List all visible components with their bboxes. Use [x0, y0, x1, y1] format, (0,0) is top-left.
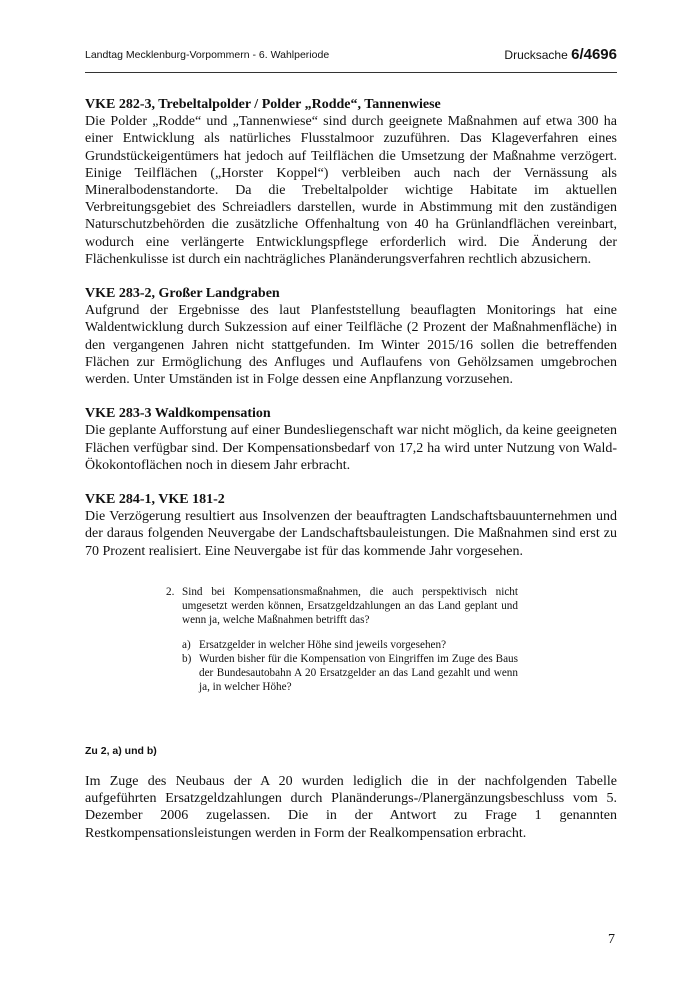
subitem-label: a): [182, 638, 191, 651]
section-vke-284-1: [85, 491, 617, 560]
subitem-text: Wurden bisher für die Kompensation von Eingriffen im Zuge des Baus der Bundesautobahn A 20 Ersatzgelder an das Land gezahlt und wenn ja, in welcher Höhe?: [199, 652, 518, 694]
section-vke-283-2: [85, 285, 617, 388]
section-title: VKE 282-3, Trebeltalpolder / Polder „Rodde“, Tannenwiese: [85, 97, 441, 112]
section-vke-282-3: [85, 96, 617, 268]
page-header: [85, 46, 617, 73]
question-subitem: [182, 638, 518, 652]
header-parliament: Landtag Mecklenburg-Vorpommern - 6. Wahlperiode: [85, 49, 330, 61]
section-vke-283-3: [85, 405, 617, 474]
header-document-label: Drucksache: [504, 48, 568, 62]
section-title: VKE 283-3 Waldkompensation: [85, 406, 271, 422]
page-number: 7: [608, 932, 615, 947]
header-document-id: 6/4696: [571, 46, 617, 63]
section-title: VKE 284-1, VKE 181-2: [85, 492, 225, 508]
question-subitems: [166, 638, 518, 695]
subitem-text: Ersatzgelder in welcher Höhe sind jeweils vorgesehen?: [199, 638, 447, 651]
section-text: Die Polder „Rodde“ und „Tannenwiese“ sind durch geeignete Maßnahmen auf etwa 300 ha einer Entwicklung als natürliches Flusstalmoor zuzuführen. Das Klageverfahren eines Grundstückeigentümers hat jedoch auf Teilflächen die Umsetzung der Maßnahme verzögert. Einige Teilflächen („Horster Koppel“) verbleiben auch nach der Vernässung als Mineralbodenstandorte. Da die Trebeltalpolder wichtige Habitate im aktuellen Verbreitungsgebiet des Schreiadlers darstellen, wurde in Abstimmung mit den zuständigen Naturschutzbehörden die zusätzliche Offenhaltung von 40 ha Grünlandflächen vereinbart, wodurch eine verlängerte Entwicklungspflege erforderlich wird. Die Änderung der Flächenkulisse ist durch ein nachträgliches Planänderungsverfahren rechtlich abzusichern.: [85, 114, 617, 267]
document-body: [85, 96, 617, 577]
section-title: VKE 283-2, Großer Landgraben: [85, 286, 280, 302]
subitem-label: b): [182, 652, 192, 665]
question-main: [166, 585, 518, 628]
question-subitem: [182, 652, 518, 695]
answer-heading: Zu 2, a) und b): [85, 745, 157, 757]
answer-text: Im Zuge des Neubaus der A 20 wurden lediglich die in der nachfolgenden Tabelle aufgeführten Ersatzgeldzahlungen durch Planänderungs-/Planergänzungsbeschluss vom 5. Dezember 2006 zugelassen. Die in der Antwort zu Frage 1 genannten Restkompensationsleistungen werden in Form der Realkompensation erbracht.: [85, 774, 617, 841]
section-text: Die Verzögerung resultiert aus Insolvenzen der beauftragten Landschaftsbauunternehmen und der daraus folgenden Neuvergabe der Landschaftsbauleistungen. Die Maßnahmen sind erst zu 70 Prozent realisiert. Eine Neuvergabe ist für das kommende Jahr vorgesehen.: [85, 509, 617, 559]
header-document-number: [504, 46, 617, 63]
section-text: Aufgrund der Ergebnisse des laut Planfeststellung beauflagten Monitorings hat eine Waldentwicklung durch Sukzession auf einer Teilfläche (2 Prozent der Maßnahmenfläche) in den vergangenen Jahren nicht stattgefunden. Im Winter 2015/16 sollen die betreffenden Flächen zur Ermöglichung des Anfluges und Auflaufens von Gehölzsamen umgebrochen werden. Unter Umständen ist in Folge dessen eine Anpflanzung vorzusehen.: [85, 303, 617, 388]
section-text: Die geplante Aufforstung auf einer Bundesliegenschaft war nicht möglich, da keine geeigneten Flächen verfügbar sind. Der Kompensationsbedarf von 17,2 ha wird unter Nutzung von Wald-Ökokontoflächen noch in diesem Jahr erbracht.: [85, 423, 617, 473]
question-number: 2.: [166, 586, 175, 598]
question-text: Sind bei Kompensationsmaßnahmen, die auch perspektivisch nicht umgesetzt werden können, Ersatzgeldzahlungen an das Land geplant und wenn ja, welche Maßnahmen betrifft das?: [182, 586, 518, 627]
question-block: [166, 585, 518, 694]
